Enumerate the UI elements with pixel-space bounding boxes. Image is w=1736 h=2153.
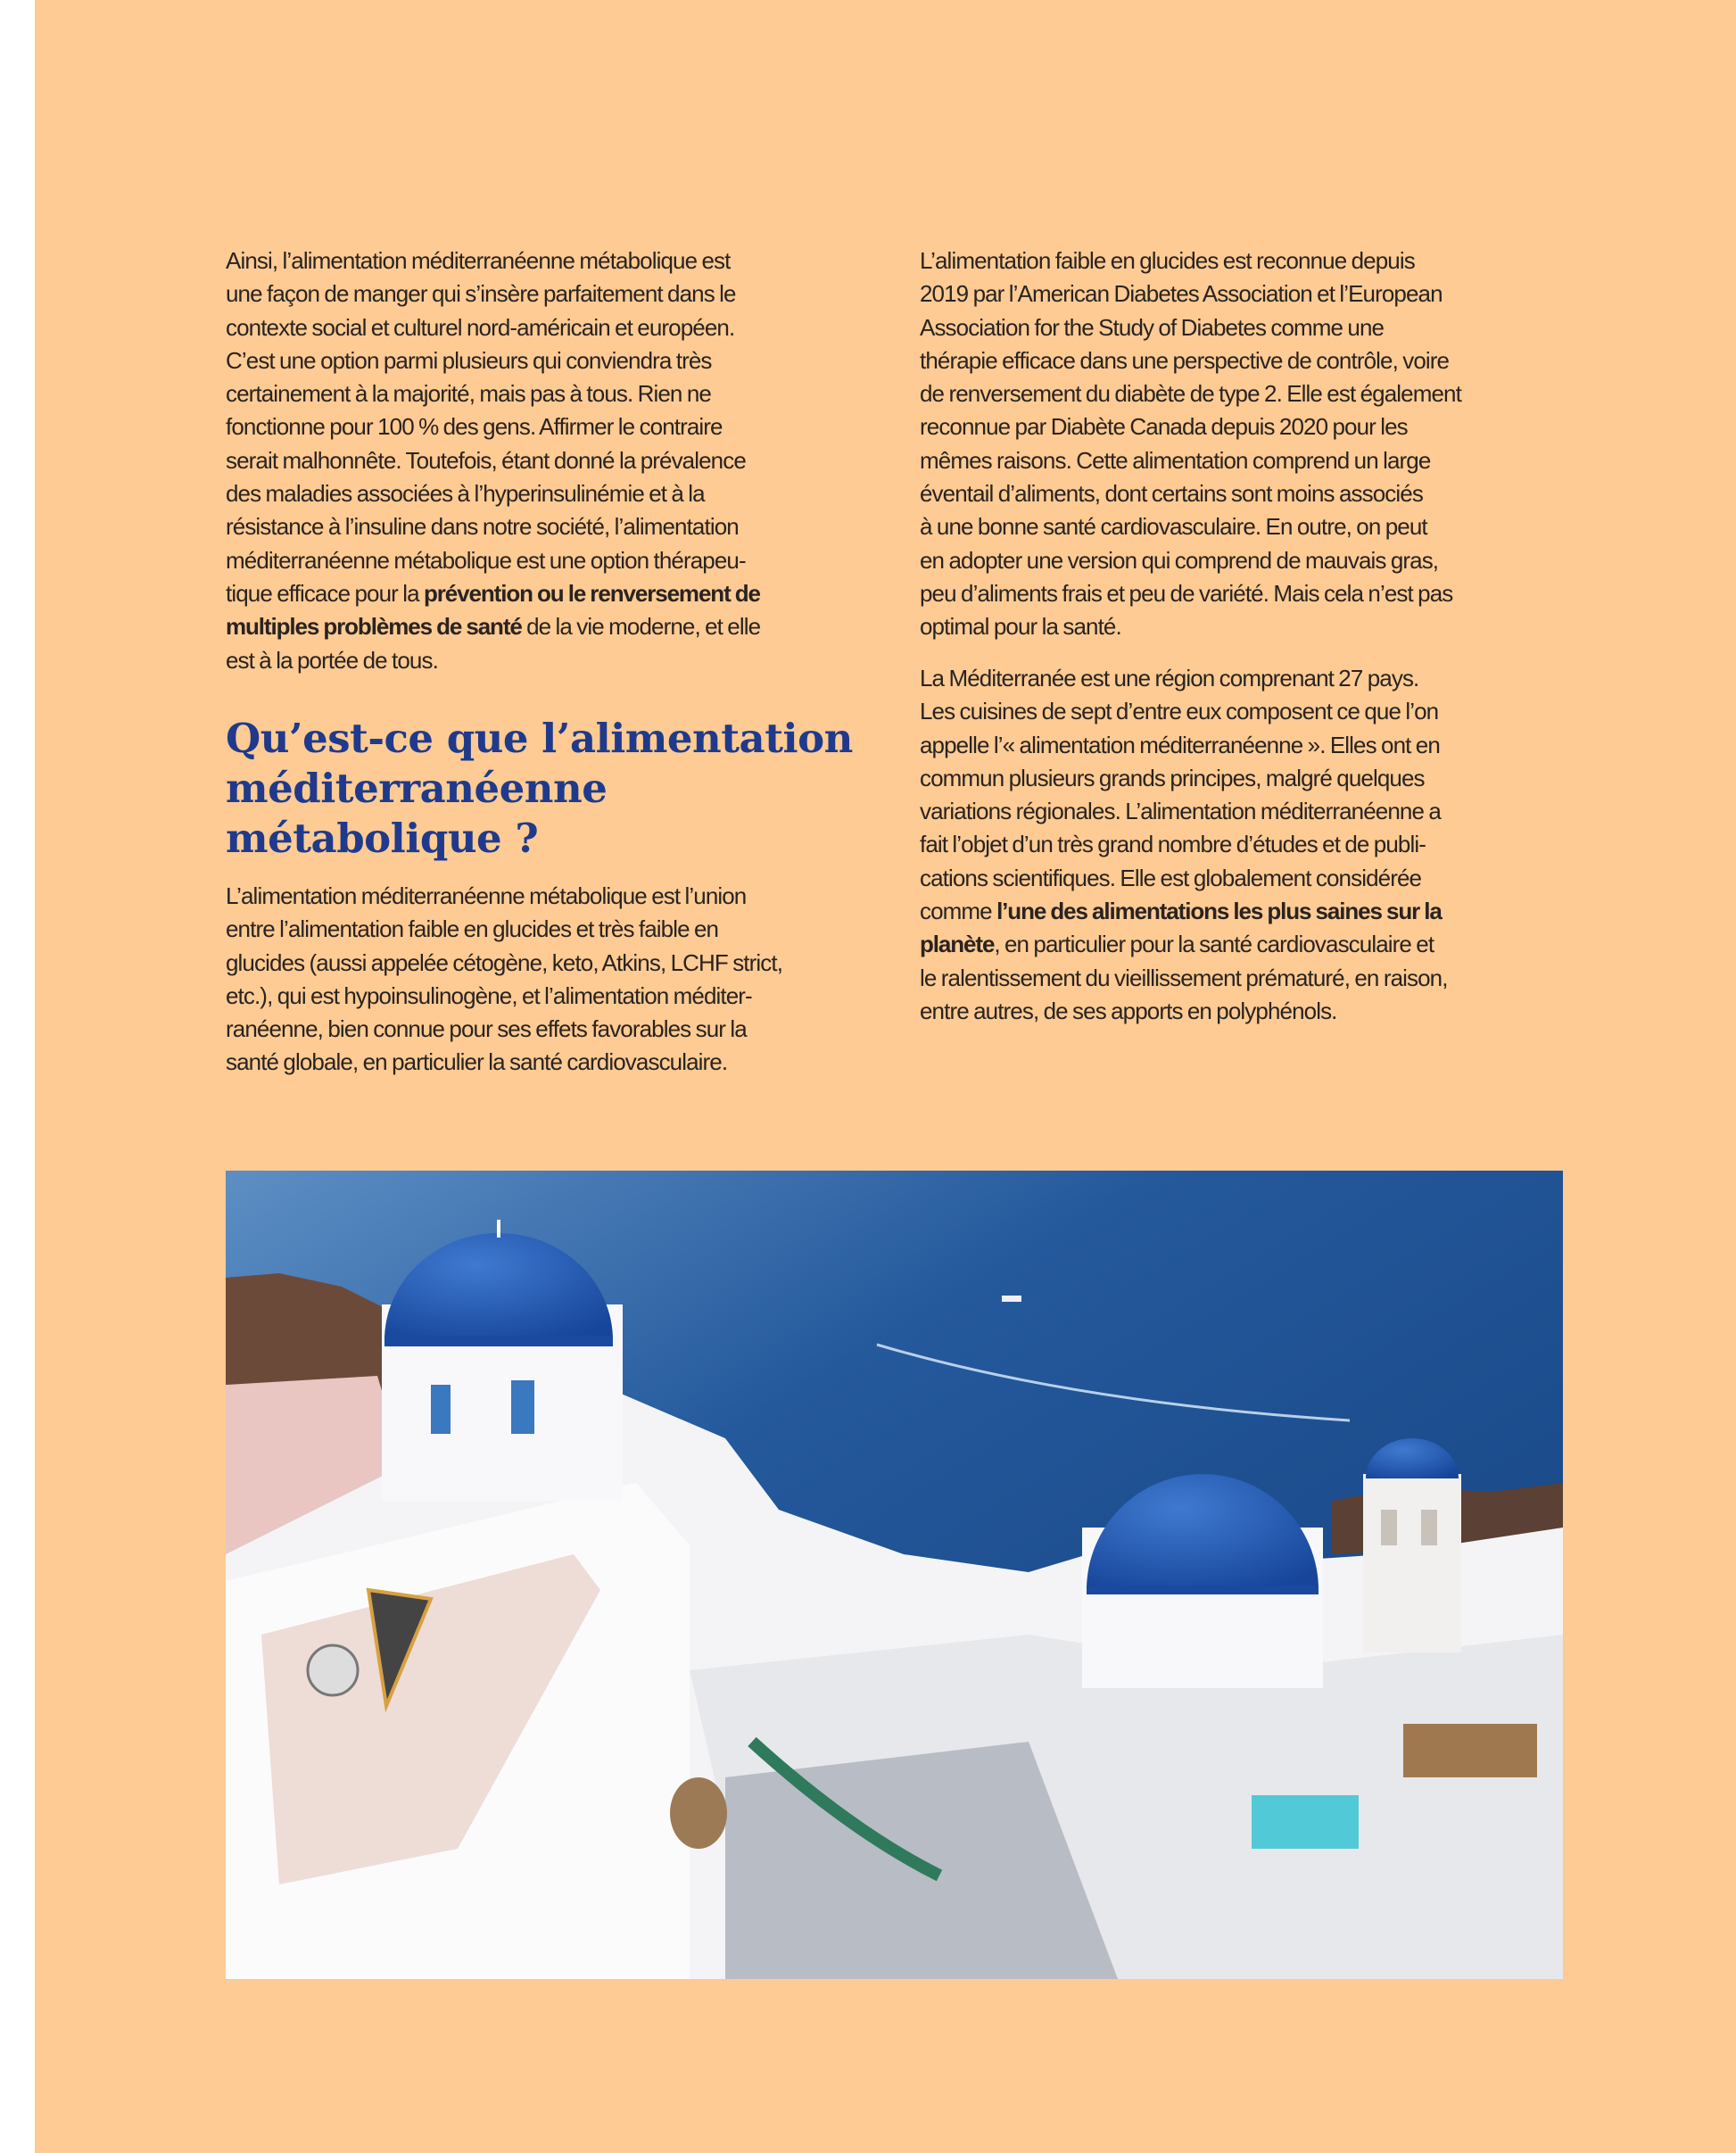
- boat: [1002, 1296, 1021, 1302]
- text-line: [920, 610, 1461, 643]
- text: commun plusieurs grands principes, malgré quelques: [920, 764, 1425, 791]
- santorini-photo: [226, 1171, 1563, 1979]
- text-line: [226, 344, 760, 377]
- text-line: [226, 577, 760, 610]
- text-line: [920, 729, 1448, 762]
- text-line: [226, 277, 760, 311]
- text: L’alimentation faible en glucides est reconnue depuis: [920, 247, 1415, 274]
- text: C’est une option parmi plusieurs qui conviendra très: [226, 346, 712, 374]
- text-line: [920, 828, 1448, 861]
- text-line: [920, 962, 1448, 995]
- text-line: [920, 544, 1461, 577]
- text: est à la portée de tous.: [226, 646, 438, 674]
- text: peu d’aliments frais et peu de variété. Mais cela n’est pas: [920, 579, 1453, 607]
- text-line: [226, 880, 782, 913]
- text: entre l’alimentation faible en glucides et très faible en: [226, 915, 719, 943]
- text-line: [226, 377, 760, 410]
- text: mêmes raisons. Cette alimentation comprend un large: [920, 446, 1431, 474]
- left-paragraph-1: [226, 244, 760, 677]
- text: variations régionales. L’alimentation méditerranéenne a: [920, 798, 1441, 825]
- text-line: [920, 762, 1448, 795]
- text: ranéenne, bien connue pour ses effets favorables sur la: [226, 1015, 747, 1043]
- text-line: [226, 1013, 782, 1046]
- text: La Méditerranée est une région comprenant 27 pays.: [920, 665, 1419, 691]
- text-line: [920, 377, 1461, 410]
- text: en adopter une version qui comprend de mauvais gras,: [920, 546, 1439, 574]
- text-line: [226, 444, 760, 477]
- table: [308, 1645, 358, 1695]
- bold-text: prévention ou le renversement de: [423, 579, 760, 607]
- text-line: [226, 644, 760, 677]
- text-line: [920, 662, 1448, 695]
- text: le ralentissement du vieillissement prématuré, en raison,: [920, 964, 1448, 991]
- text: à une bonne santé cardiovasculaire. En outre, on peut: [920, 513, 1427, 541]
- right-paragraph-1: [920, 244, 1461, 644]
- text-line: [226, 510, 760, 543]
- text-line: [920, 795, 1448, 828]
- text: Les cuisines de sept d’entre eux composent ce que l’on: [920, 698, 1439, 725]
- text-line: [226, 410, 760, 443]
- text: appelle l’« alimentation méditerranéenne ». Elles ont en: [920, 731, 1440, 758]
- bold-text: l’une des alimentations les plus saines sur la: [996, 898, 1442, 925]
- section-heading: [226, 714, 853, 864]
- text-line: [920, 862, 1448, 895]
- text-line: [920, 477, 1461, 510]
- text-line: [920, 244, 1461, 277]
- left-paragraph-2: [226, 880, 782, 1080]
- text: fonctionne pour 100 % des gens. Affirmer le contraire: [226, 413, 723, 441]
- text: résistance à l’insuline dans notre société, l’alimentation: [226, 513, 739, 541]
- text: de la vie moderne, et elle: [521, 613, 761, 641]
- text-line: [226, 244, 760, 277]
- text: santé globale, en particulier la santé cardiovasculaire.: [226, 1048, 728, 1076]
- text: , en particulier pour la santé cardiovasculaire et: [994, 931, 1434, 958]
- text-line: [920, 444, 1461, 477]
- wooden-table: [1403, 1724, 1537, 1777]
- window: [431, 1385, 451, 1434]
- text: une façon de manger qui s’insère parfaitement dans le: [226, 280, 736, 308]
- text-line: [920, 311, 1461, 344]
- heading-line: métabolique ?: [226, 815, 539, 862]
- text-line: [920, 577, 1461, 610]
- text: 2019 par l’American Diabetes Association et l’European: [920, 280, 1443, 308]
- text-line: [226, 610, 760, 643]
- text: contexte social et culturel nord-américain et européen.: [226, 313, 735, 341]
- basket: [670, 1777, 727, 1849]
- text: fait l’objet d’un très grand nombre d’études et de publi-: [920, 831, 1426, 858]
- text-line: [920, 277, 1461, 311]
- text-line: [226, 1046, 782, 1079]
- text: certainement à la majorité, mais pas à tous. Rien ne: [226, 380, 711, 408]
- text: méditerranéenne métabolique est une option thérapeu-: [226, 546, 746, 574]
- text-line: [226, 980, 782, 1013]
- pool: [1252, 1795, 1359, 1849]
- text: Association for the Study of Diabetes comme une: [920, 313, 1385, 341]
- page: [35, 0, 1736, 2153]
- text: etc.), qui est hypoinsulinogène, et l’alimentation méditer-: [226, 981, 752, 1009]
- text-line: [226, 544, 760, 577]
- text-line: [920, 928, 1448, 961]
- text-line: [920, 510, 1461, 543]
- text: reconnue par Diabète Canada depuis 2020 pour les: [920, 413, 1408, 441]
- heading-line: Qu’est-ce que l’alimentation: [226, 715, 853, 762]
- text: tique efficace pour la: [226, 579, 424, 607]
- text: des maladies associées à l’hyperinsulinémie et à la: [226, 480, 705, 508]
- text-line: [226, 947, 782, 980]
- text-line: [226, 477, 760, 510]
- text-line: [226, 311, 760, 344]
- right-paragraph-2: [920, 662, 1448, 1028]
- text: entre autres, de ses apports en polyphénols.: [920, 997, 1337, 1024]
- window: [511, 1380, 534, 1434]
- heading-line: méditerranéenne: [226, 765, 608, 812]
- text: Ainsi, l’alimentation méditerranéenne métabolique est: [226, 247, 731, 274]
- text-line: [226, 913, 782, 946]
- text-line: [920, 410, 1461, 443]
- bold-text: multiples problèmes de santé: [226, 613, 522, 641]
- text: de renversement du diabète de type 2. Elle est également: [920, 380, 1461, 408]
- text: L’alimentation méditerranéenne métabolique est l’union: [226, 882, 747, 909]
- text: comme: [920, 898, 997, 925]
- text-line: [920, 695, 1448, 728]
- santorini-illustration: [226, 1171, 1563, 1979]
- text: cations scientifiques. Elle est globalement considérée: [920, 864, 1422, 891]
- text-line: [920, 995, 1448, 1028]
- bell-tower: [1363, 1474, 1461, 1652]
- text: éventail d’aliments, dont certains sont moins associés: [920, 480, 1423, 508]
- text: optimal pour la santé.: [920, 613, 1121, 641]
- text: serait malhonnête. Toutefois, étant donné la prévalence: [226, 446, 746, 474]
- text-line: [920, 344, 1461, 377]
- text-line: [920, 895, 1448, 928]
- text: glucides (aussi appelée cétogène, keto, Atkins, LCHF strict,: [226, 948, 783, 976]
- bold-text: planète: [920, 931, 995, 958]
- text: thérapie efficace dans une perspective de contrôle, voire: [920, 346, 1450, 374]
